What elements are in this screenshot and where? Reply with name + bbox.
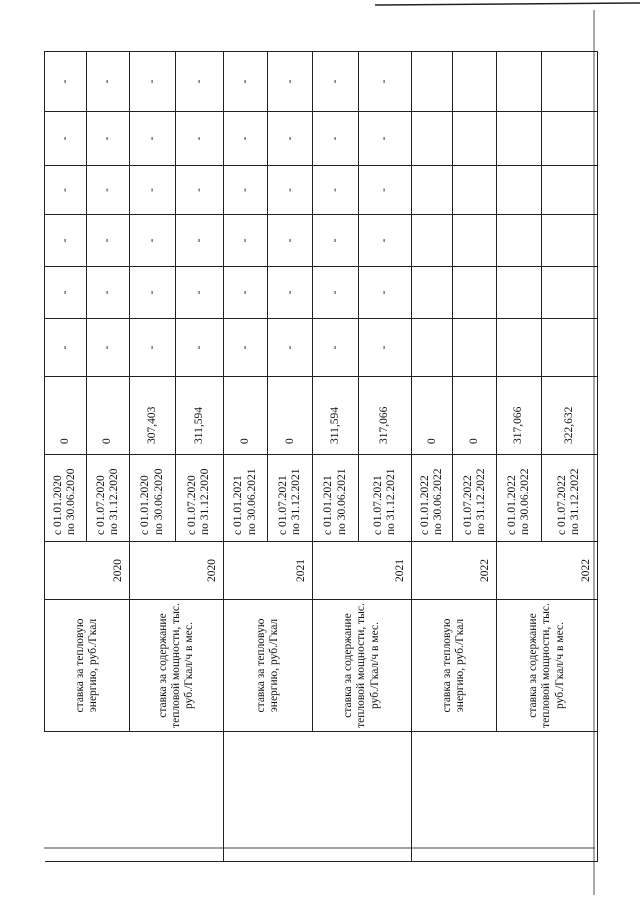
period-to: по 31.12.2020 <box>199 468 212 535</box>
rate-value: 307,403 <box>130 377 176 455</box>
empty-value-cell: - <box>45 52 87 112</box>
period-cell <box>223 455 268 542</box>
empty-value-cell: - <box>313 52 359 112</box>
empty-value-cell: - <box>45 215 87 267</box>
period-cell <box>45 455 87 542</box>
period-cell <box>497 455 542 542</box>
empty-value-cell: - <box>358 112 411 166</box>
rate-label: ставка за тепловую энергию, руб./Гкал <box>223 600 312 732</box>
empty-value-cell: - <box>175 52 223 112</box>
empty-value-cell <box>541 166 597 215</box>
table-row <box>45 52 87 862</box>
rate-value: 311,594 <box>313 377 359 455</box>
period-cell <box>130 455 176 542</box>
period-from: с 01.07.2021 <box>277 475 290 535</box>
year-cell: 2022 <box>411 542 496 600</box>
empty-value-cell: - <box>86 112 130 166</box>
empty-value-cell <box>411 166 453 215</box>
period-from: с 01.07.2020 <box>186 475 199 535</box>
empty-value-cell: - <box>313 112 359 166</box>
blank-cell <box>223 732 411 862</box>
empty-value-cell <box>453 112 497 166</box>
period-to: по 31.12.2021 <box>384 468 397 535</box>
period-to: по 30.06.2021 <box>335 468 348 535</box>
empty-value-cell: - <box>130 112 176 166</box>
period-cell <box>541 455 597 542</box>
blank-cell <box>411 732 597 862</box>
empty-value-cell: - <box>175 319 223 377</box>
period-from: с 01.01.2022 <box>505 475 518 535</box>
period-cell <box>453 455 497 542</box>
period-from: с 01.07.2020 <box>94 475 107 535</box>
empty-value-cell: - <box>86 52 130 112</box>
year-cell: 2021 <box>223 542 312 600</box>
empty-value-cell: - <box>358 166 411 215</box>
period-to: по 31.12.2022 <box>474 468 487 535</box>
rate-value: 0 <box>453 377 497 455</box>
rate-value: 317,066 <box>358 377 411 455</box>
period-from: с 01.01.2022 <box>418 475 431 535</box>
empty-value-cell: - <box>45 319 87 377</box>
empty-value-cell <box>411 319 453 377</box>
year-cell: 2020 <box>130 542 224 600</box>
period-to: по 30.06.2022 <box>432 468 445 535</box>
empty-value-cell: - <box>130 267 176 319</box>
rate-label: ставка за тепловую энергию, руб./Гкал <box>411 600 496 732</box>
empty-value-cell <box>497 215 542 267</box>
empty-value-cell: - <box>130 215 176 267</box>
rate-value: 0 <box>86 377 130 455</box>
rate-label: ставка за содержание тепловой мощности, тыс. руб./Гкал/ч в мес. <box>497 600 598 732</box>
empty-value-cell: - <box>175 267 223 319</box>
empty-value-cell: - <box>86 267 130 319</box>
empty-value-cell: - <box>223 215 268 267</box>
period-from: с 01.01.2020 <box>139 475 152 535</box>
empty-value-cell: - <box>358 267 411 319</box>
period-to: по 31.12.2020 <box>107 468 120 535</box>
empty-value-cell: - <box>223 166 268 215</box>
empty-value-cell: - <box>130 319 176 377</box>
rate-value: 0 <box>268 377 313 455</box>
empty-value-cell <box>411 215 453 267</box>
rate-label: ставка за содержание тепловой мощности, тыс. руб./Гкал/ч в мес. <box>130 600 224 732</box>
period-cell <box>313 455 359 542</box>
empty-value-cell: - <box>223 112 268 166</box>
empty-value-cell: - <box>175 112 223 166</box>
empty-value-cell: - <box>313 166 359 215</box>
period-from: с 01.01.2021 <box>322 475 335 535</box>
empty-value-cell <box>497 319 542 377</box>
empty-value-cell <box>541 112 597 166</box>
rate-value: 311,594 <box>175 377 223 455</box>
year-cell: 2021 <box>313 542 412 600</box>
period-to: по 30.06.2022 <box>518 468 531 535</box>
empty-value-cell: - <box>45 112 87 166</box>
period-to: по 30.06.2021 <box>245 468 258 535</box>
rate-value: 317,066 <box>497 377 542 455</box>
empty-value-cell <box>453 319 497 377</box>
empty-value-cell: - <box>313 319 359 377</box>
period-cell <box>175 455 223 542</box>
empty-value-cell <box>411 112 453 166</box>
empty-value-cell: - <box>86 166 130 215</box>
empty-value-cell <box>411 52 453 112</box>
empty-value-cell <box>541 52 597 112</box>
empty-value-cell <box>541 267 597 319</box>
period-from: с 01.01.2020 <box>52 475 65 535</box>
empty-value-cell <box>453 52 497 112</box>
period-cell <box>358 455 411 542</box>
empty-value-cell: - <box>268 166 313 215</box>
empty-value-cell: - <box>268 112 313 166</box>
empty-value-cell <box>497 166 542 215</box>
empty-value-cell <box>497 267 542 319</box>
empty-value-cell <box>497 112 542 166</box>
period-from: с 01.07.2021 <box>371 475 384 535</box>
rotated-tariff-table-page <box>44 52 598 862</box>
empty-value-cell <box>411 267 453 319</box>
empty-value-cell <box>453 215 497 267</box>
period-from: с 01.01.2021 <box>232 475 245 535</box>
empty-value-cell: - <box>175 166 223 215</box>
period-to: по 30.06.2020 <box>152 468 165 535</box>
empty-value-cell: - <box>358 52 411 112</box>
year-cell: 2022 <box>497 542 598 600</box>
empty-value-cell: - <box>313 267 359 319</box>
empty-value-cell <box>497 52 542 112</box>
empty-value-cell: - <box>223 52 268 112</box>
rate-value: 322,632 <box>541 377 597 455</box>
period-to: по 31.12.2022 <box>569 468 582 535</box>
empty-value-cell: - <box>313 215 359 267</box>
rate-value: 0 <box>45 377 87 455</box>
empty-value-cell: - <box>45 166 87 215</box>
table-row <box>411 52 453 862</box>
year-cell: 2020 <box>45 542 130 600</box>
empty-value-cell: - <box>223 267 268 319</box>
period-to: по 31.12.2021 <box>290 468 303 535</box>
rate-label: ставка за тепловую энергию, руб./Гкал <box>45 600 130 732</box>
empty-value-cell: - <box>268 52 313 112</box>
empty-value-cell: - <box>268 215 313 267</box>
period-to: по 30.06.2020 <box>65 468 78 535</box>
empty-value-cell: - <box>86 215 130 267</box>
empty-value-cell: - <box>130 166 176 215</box>
empty-value-cell: - <box>268 319 313 377</box>
empty-value-cell: - <box>223 319 268 377</box>
empty-value-cell: - <box>130 52 176 112</box>
tariff-table <box>44 51 598 862</box>
empty-value-cell <box>453 267 497 319</box>
empty-value-cell <box>541 319 597 377</box>
empty-value-cell: - <box>358 319 411 377</box>
empty-value-cell: - <box>86 319 130 377</box>
empty-value-cell <box>541 215 597 267</box>
period-cell <box>268 455 313 542</box>
period-from: с 01.07.2022 <box>461 475 474 535</box>
empty-value-cell: - <box>268 267 313 319</box>
rate-label: ставка за содержание тепловой мощности, тыс. руб./Гкал/ч в мес. <box>313 600 412 732</box>
rate-value: 0 <box>411 377 453 455</box>
period-cell <box>86 455 130 542</box>
rate-value: 0 <box>223 377 268 455</box>
empty-value-cell: - <box>358 215 411 267</box>
empty-value-cell: - <box>45 267 87 319</box>
empty-value-cell <box>453 166 497 215</box>
period-from: с 01.07.2022 <box>556 475 569 535</box>
period-cell <box>411 455 453 542</box>
blank-cell <box>45 732 224 862</box>
empty-value-cell: - <box>175 215 223 267</box>
table-row <box>223 52 268 862</box>
